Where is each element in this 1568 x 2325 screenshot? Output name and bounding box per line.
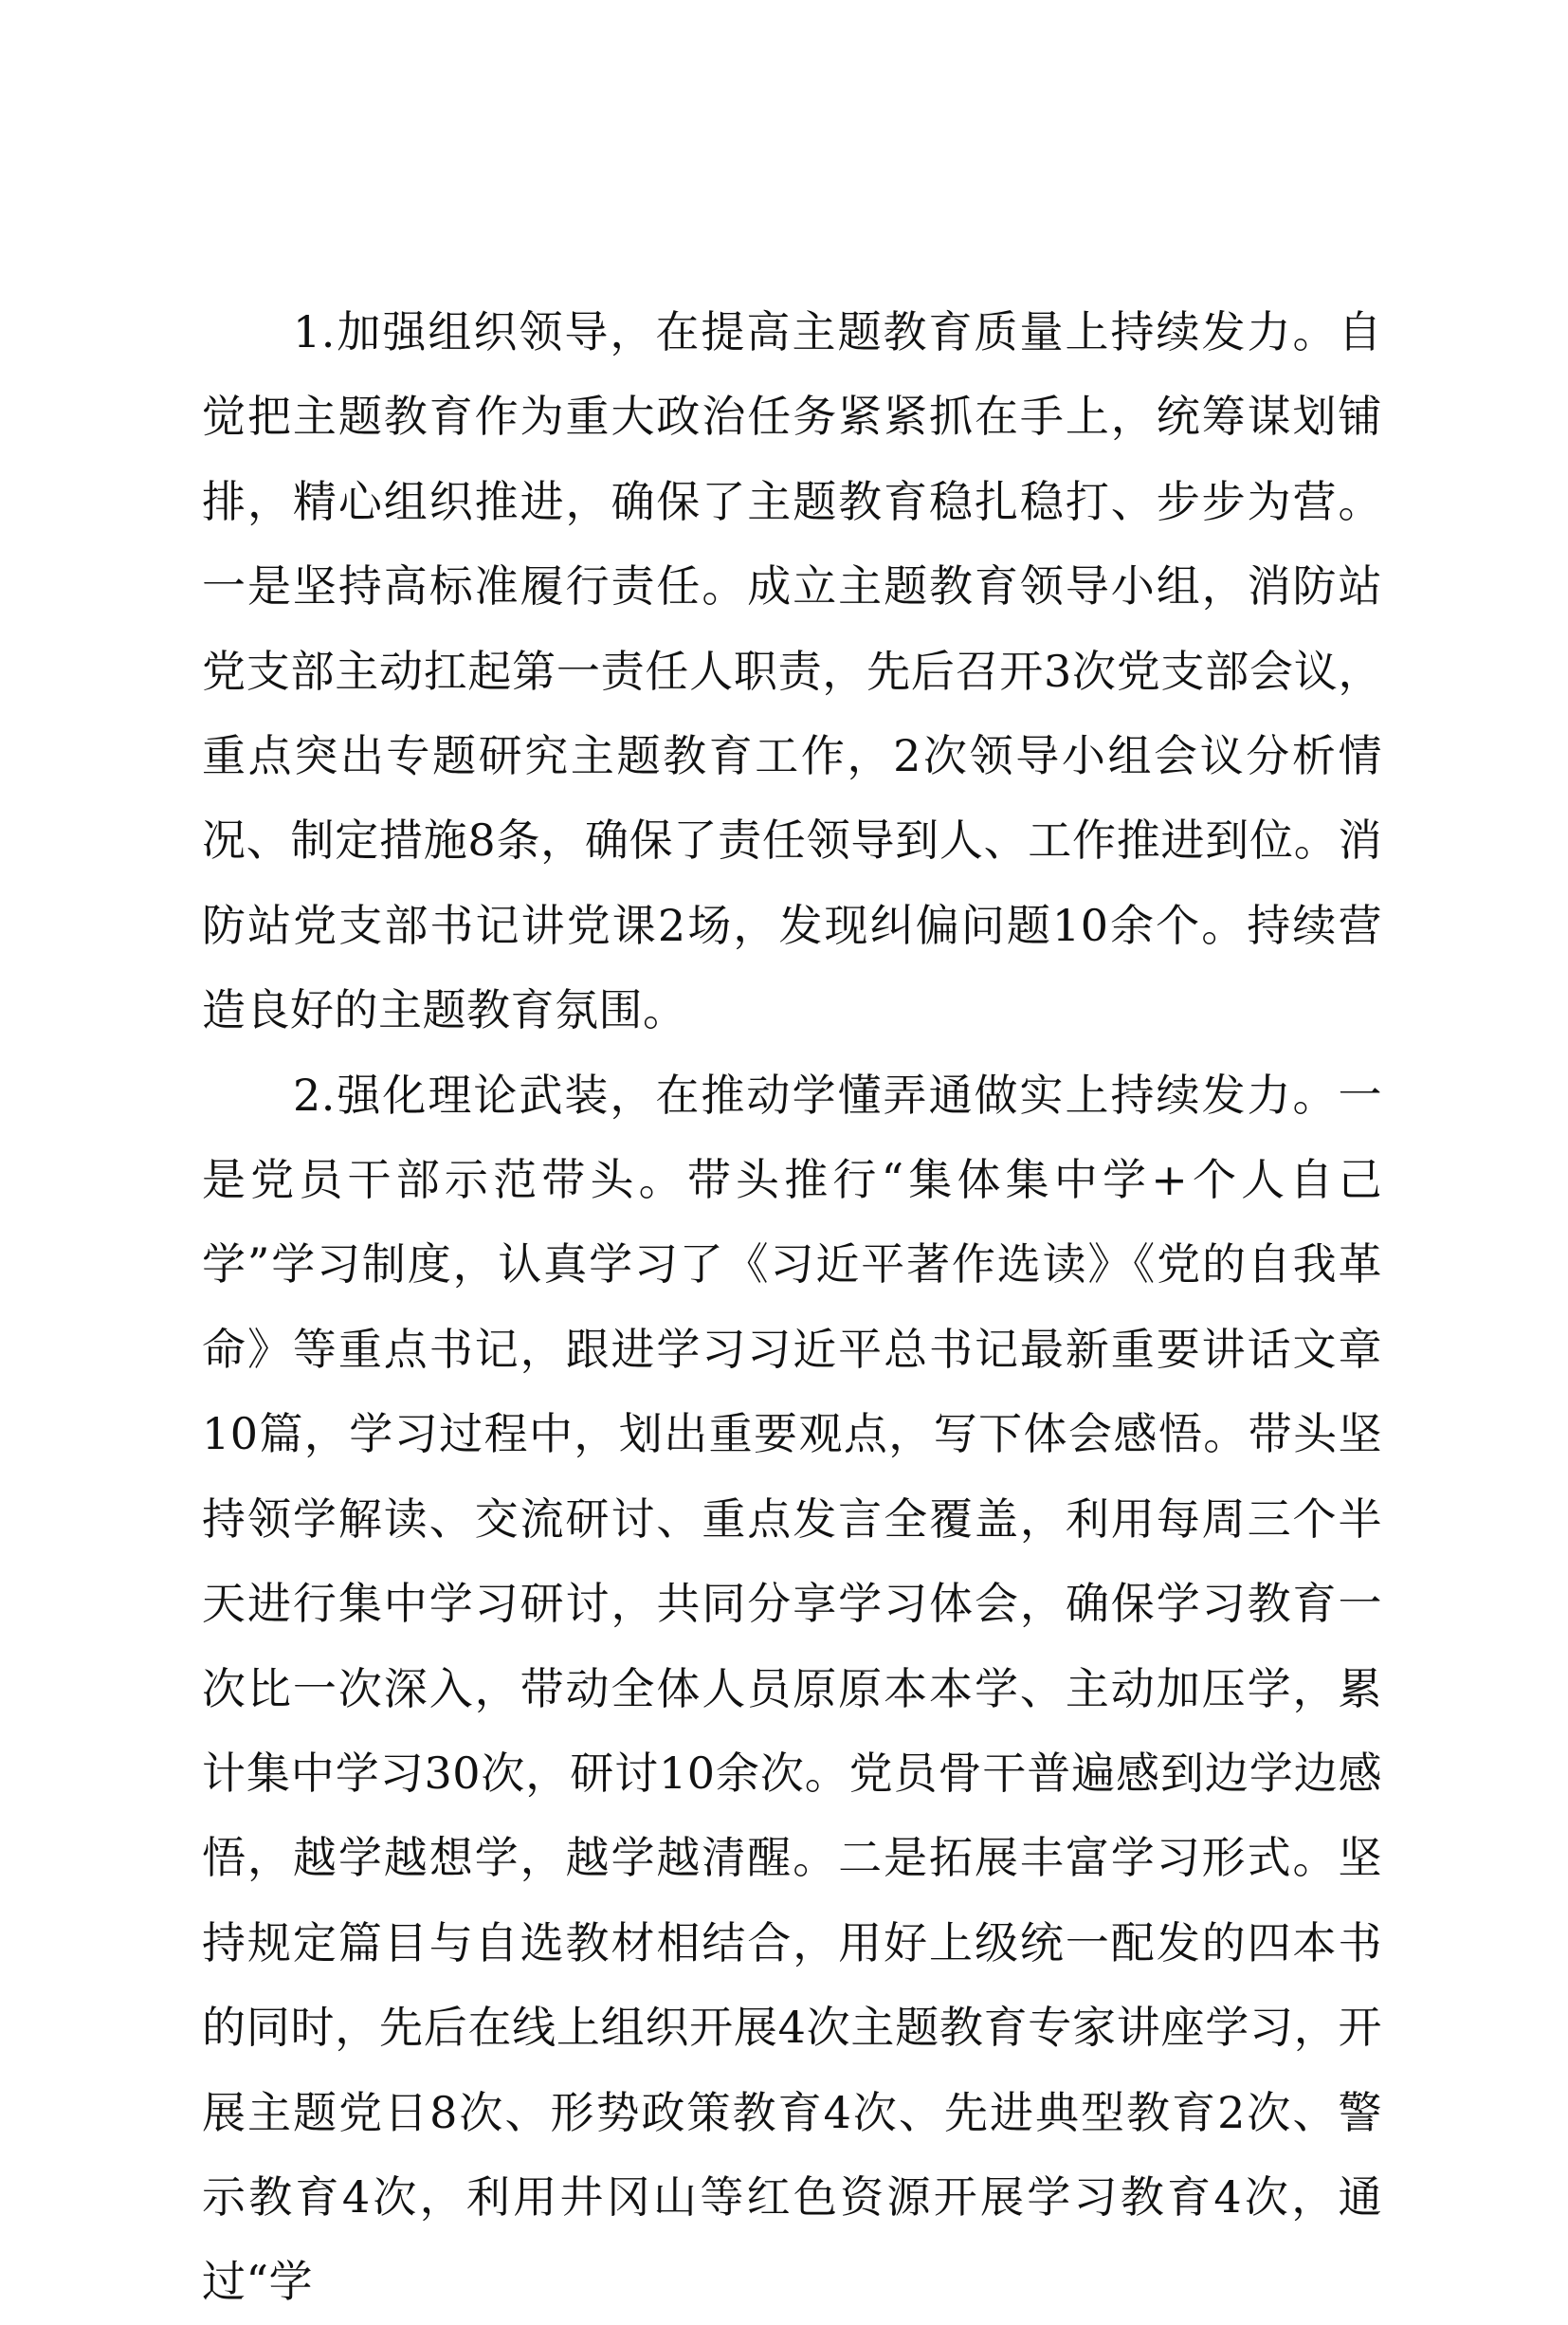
document-body [202,290,1382,2325]
paragraph-theory-arming: 2.强化理论武装，在推动学懂弄通做实上持续发力。一是党员干部示范带头。带头推行“集体集中学+个人自己学”学习制度，认真学习了《习近平著作选读》《党的自我革命》等重点书记，跟进学习习近平总书记最新重要讲话文章10篇，学习过程中，划出重要观点，写下体会感悟。带头坚持领学解读、交流研讨、重点发言全覆盖，利用每周三个半天进行集中学习研讨，共同分享学习体会，确保学习教育一次比一次深入，带动全体人员原原本本学、主动加压学，累计集中学习30次，研讨10余次。党员骨干普遍感到边学边感悟，越学越想学，越学越清醒。二是拓展丰富学习形式。坚持规定篇目与自选教材相结合，用好上级统一配发的四本书的同时，先后在线上组织开展4次主题教育专家讲座学习，开展主题党日8次、形势政策教育4次、先进典型教育2次、警示教育4次，利用井冈山等红色资源开展学习教育4次，通过“学 [202,1069,1382,2308]
paragraph-organization-leadership: 1.加强组织领导，在提高主题教育质量上持续发力。自觉把主题教育作为重大政治任务紧紧抓在手上，统筹谋划铺排，精心组织推进，确保了主题教育稳扎稳打、步步为营。一是坚持高标准履行责任。成立主题教育领导小组，消防站党支部主动扛起第一责任人职责，先后召开3次党支部会议，重点突出专题研究主题教育工作，2次领导小组会议分析情况、制定措施8条，确保了责任领导到人、工作推进到位。消防站党支部书记讲党课2场，发现纠偏问题10余个。持续营造良好的主题教育氛围。 [202,306,1382,1036]
